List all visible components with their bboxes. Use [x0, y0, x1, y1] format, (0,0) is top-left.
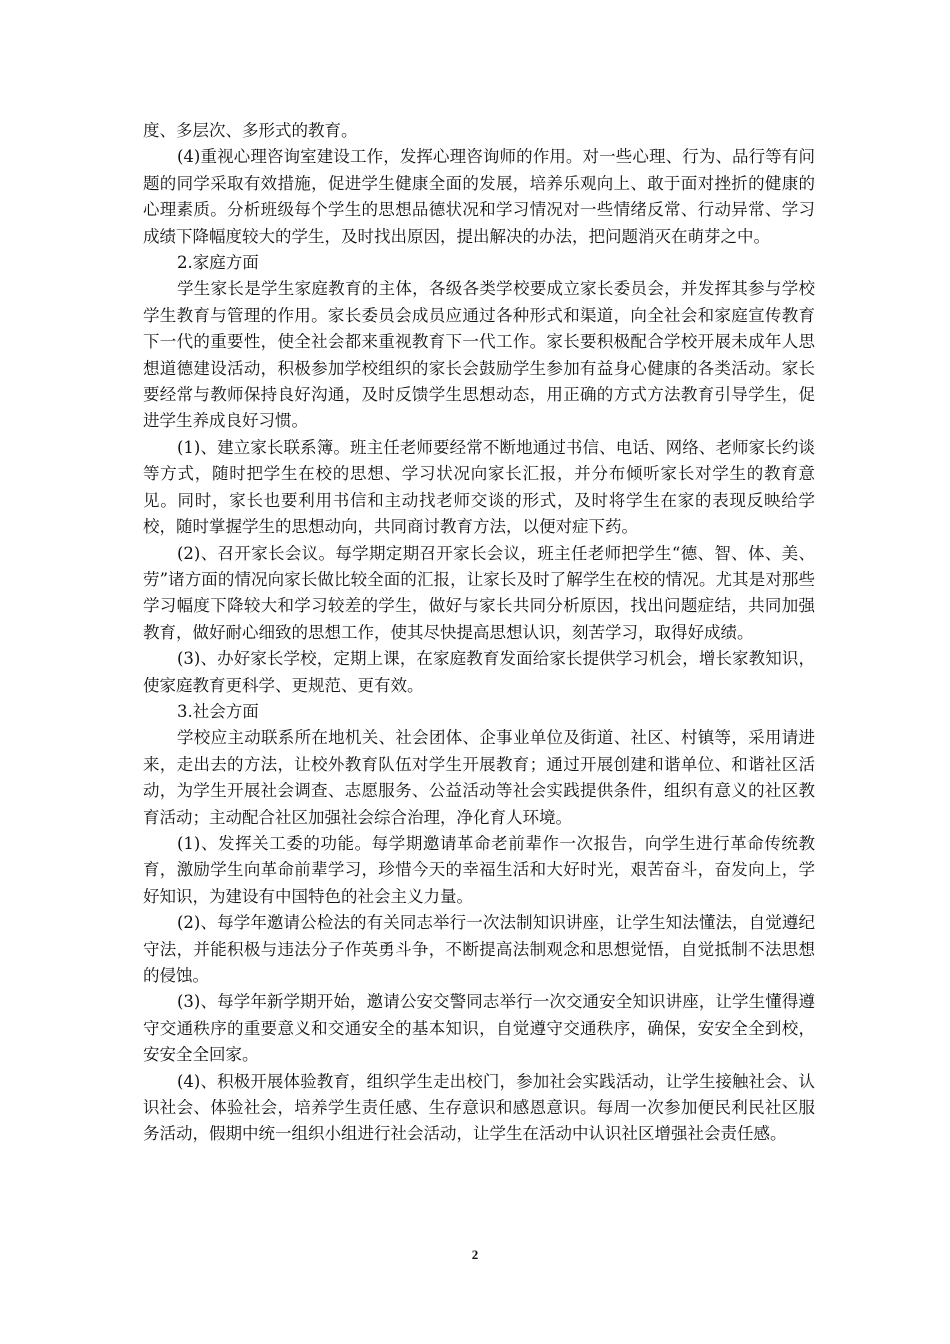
paragraph: (2)、每学年邀请公检法的有关同志举行一次法制知识讲座，让学生知法懂法，自觉遵纪守法，并能积极与违法分子作英勇斗争，不断提高法制观念和思想觉悟，自觉抵制不法思想的侵蚀。 [143, 913, 815, 985]
paragraph: 学生家长是学生家庭教育的主体，各级各类学校要成立家长委员会，并发挥其参与学校学生教育与管理的作用。家长委员会成员应通过各种形式和渠道，向全社会和家庭宣传教育下一代的重要性，使全社会都来重视教育下一代工作。家长要积极配合学校开展未成年人思想道德建设活动，积极参加学校组织的家长会鼓励学生参加有益身心健康的各类活动。家长要经常与教师保持良好沟通，及时反馈学生思想动态，用正确的方式方法教育引导学生，促进学生养成良好习惯。 [143, 279, 815, 431]
paragraph: (4)、积极开展体验教育，组织学生走出校门，参加社会实践活动，让学生接触社会、认识社会、体验社会，培养学生责任感、生存意识和感恩意识。每周一次参加便民利民社区服务活动，假期中统一组织小组进行社会活动，让学生在活动中认识社区增强社会责任感。 [143, 1071, 815, 1144]
page-number: 2 [471, 1247, 479, 1262]
paragraph: 学校应主动联系所在地机关、社会团体、企事业单位及街道、社区、村镇等，采用请进来，走出去的方法，让校外教育队伍对学生开展教育；通过开展创建和谐单位、和谐社区活动，为学生开展社会调查、志愿服务、公益活动等社会实践提供条件，组织有意义的社区教育活动；主动配合社区加强社会综合治理，净化育人环境。 [143, 728, 815, 827]
paragraph: 度、多层次、多形式的教育。 [143, 121, 358, 140]
section-heading: 2.家庭方面 [177, 253, 259, 273]
paragraph: (3)、每学年新学期开始，邀请公安交警同志举行一次交通安全知识讲座，让学生懂得遵守交通秩序的重要意义和交通安全的基本知识，自觉遵守交通秩序，确保，安安全全到校，安安全全回家。 [143, 992, 815, 1065]
paragraph: (2)、召开家长会议。每学期定期召开家长会议，班主任老师把学生“德、智、体、美、劳”诸方面的情况向家长做比较全面的汇报，让家长及时了解学生在校的情况。尤其是对那些学习幅度下降较大和学习较差的学生，做好与家长共同分析原因，找出问题症结，共同加强教育，做好耐心细致的思想工作，使其尽快提高思想认识，刻苦学习，取得好成绩。 [143, 543, 815, 642]
paragraph: (1)、建立家长联系簿。班主任老师要经常不断地通过书信、电话、网络、老师家长约谈等方式，随时把学生在校的思想、学习状况向家长汇报，并分布倾听家长对学生的教育意见。同时，家长也要利用书信和主动找老师交谈的形式，及时将学生在家的表现反映给学校，随时掌握学生的思想动向，共同商讨教育方法，以便对症下药。 [143, 437, 815, 537]
paragraph: (4)重视心理咨询室建设工作，发挥心理咨询师的作用。对一些心理、行为、品行等有问题的同学采取有效措施，促进学生健康全面的发展，培养乐观向上、敢于面对挫折的健康的心理素质。分析班级每个学生的思想品德状况和学习情况对一些情绪反常、行动异常、学习成绩下降幅度较大的学生，及时找出原因，提出解决的办法，把问题消灭在萌芽之中。 [143, 147, 815, 246]
section-heading: 3.社会方面 [177, 701, 259, 721]
document-body [143, 118, 815, 1148]
paragraph: (1)、发挥关工委的功能。每学期邀请革命老前辈作一次报告，向学生进行革命传统教育，激励学生向革命前辈学习，珍惜今天的幸福生活和大好时光，艰苦奋斗，奋发向上，学好知识，为建设有中国特色的社会主义力量。 [143, 833, 815, 906]
paragraph: (3)、办好家长学校，定期上课，在家庭教育发面给家长提供学习机会，增长家教知识，使家庭教育更科学、更规范、更有效。 [143, 649, 815, 695]
